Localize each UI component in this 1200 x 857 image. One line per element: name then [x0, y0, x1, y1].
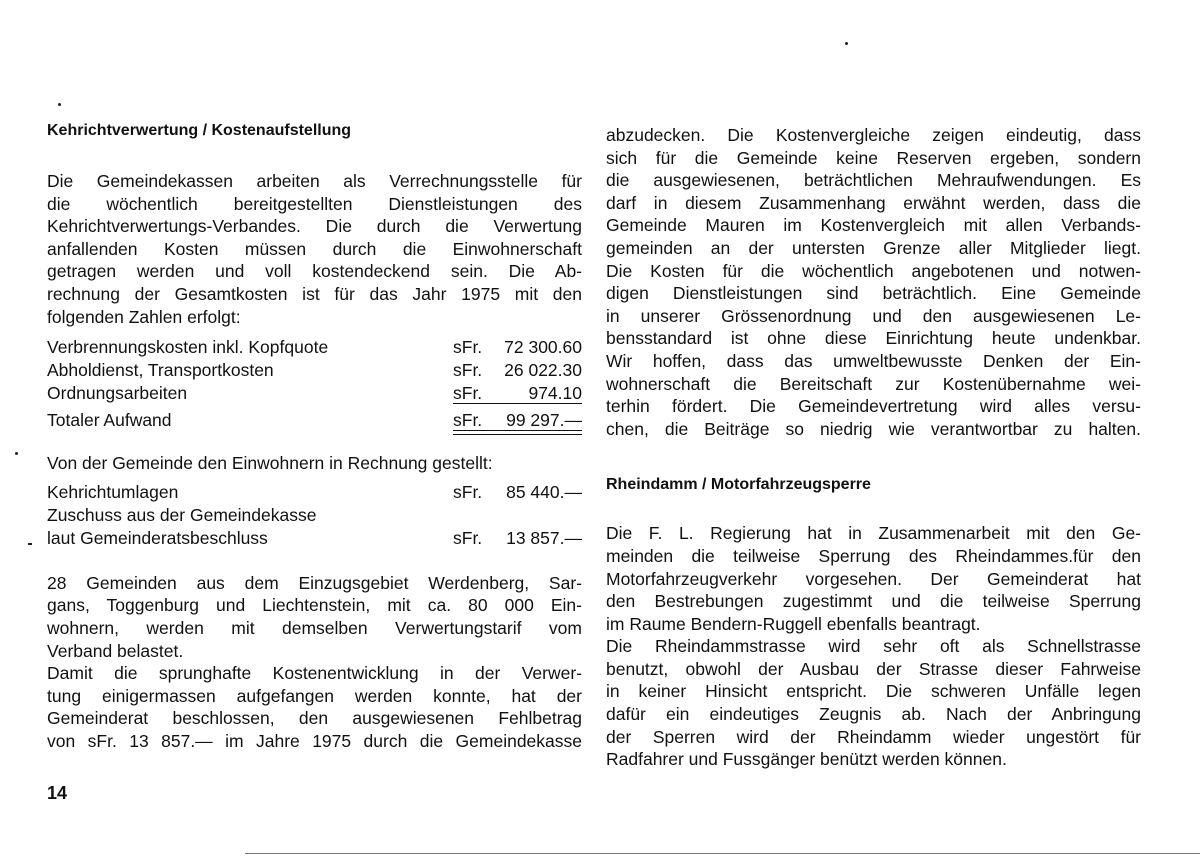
text-line: meinden die teilweise Sperrung des Rheindammes.für den: [606, 545, 1141, 566]
text-line: sich für die Gemeinde keine Reserven ergeben, sondern: [606, 147, 1141, 168]
billed-amount: 85 440.—: [506, 481, 582, 502]
billed-label: Kehrichtumlagen: [47, 481, 179, 502]
total-amount: 99 297.—: [506, 410, 582, 431]
billed-amount: 13 857.—: [506, 527, 582, 548]
bottom-rule: [245, 853, 1200, 854]
intro-paragraph: [47, 170, 582, 328]
table-row: [47, 504, 582, 527]
text-line: rechnung der Gesamtkosten ist für das Jahr 1975 mit den: [47, 283, 582, 304]
cost-label: Ordnungsarbeiten: [47, 383, 188, 404]
text-line: abzudecken. Die Kostenvergleiche zeigen eindeutig, dass: [606, 125, 1141, 145]
text-line: die ausgewiesenen, beträchtlichen Mehraufwendungen. Es: [606, 170, 1141, 191]
text-line: Gemeinde Mauren im Kostenvergleich mit allen Verbands-: [606, 215, 1141, 236]
text-line: wohnern, werden mit demselben Verwertungstarif vom: [47, 617, 582, 638]
text-line: Wir hoffen, dass das umweltbewusste Denken der Ein-: [606, 350, 1141, 371]
text-line: Motorfahrzeugverkehr vorgesehen. Der Gemeinderat hat: [606, 568, 1141, 589]
text-line: in keiner Hinsicht entspricht. Die schweren Unfälle legen: [606, 681, 1141, 702]
cost-label: Abholdienst, Transportkosten: [47, 360, 274, 381]
cost-amount: 72 300.60: [504, 337, 582, 358]
page-number: 14: [47, 783, 68, 803]
text-line: von sFr. 13 857.— im Jahre 1975 durch die Gemeindekasse: [47, 730, 582, 751]
cost-label: Verbrennungskosten inkl. Kopfquote: [47, 337, 329, 358]
billed-table: [47, 481, 582, 550]
text-line: gans, Toggenburg und Liechtenstein, mit ca. 80 000 Ein-: [47, 595, 582, 616]
text-line: die wöchentlich bereitgestellten Dienstleistungen des: [47, 193, 582, 214]
text-line: Verband belastet.: [47, 640, 184, 661]
cost-currency: sFr.: [453, 360, 483, 381]
scan-speck: [15, 452, 18, 455]
scan-speck: [28, 543, 32, 545]
text-line: Damit die sprunghafte Kostenentwicklung in der Verwer-: [47, 663, 582, 684]
text-line: benutzt, obwohl der Ausbau der Strasse dieser Fahrweise: [606, 658, 1141, 679]
text-line: digen Dienstleistungen sind beträchtlich. Eine Gemeinde: [606, 283, 1141, 304]
table-row: [47, 481, 582, 504]
cost-currency: sFr.: [453, 383, 483, 404]
text-line: dafür ein eindeutiges Zeugnis ab. Nach der Anbringung: [606, 704, 1141, 725]
billed-label: laut Gemeinderatsbeschluss: [47, 527, 268, 548]
billed-label: Zuschuss aus der Gemeindekasse: [47, 504, 317, 525]
text-line: Gemeinderat beschlossen, den ausgewiesenen Fehlbetrag: [47, 708, 582, 729]
table-row: [47, 382, 582, 405]
table-row: [47, 336, 582, 359]
cost-amount: 974.10: [528, 383, 582, 404]
text-line: Radfahrer und Fussgänger benützt werden können.: [606, 749, 1007, 770]
cost-amount: 26 022.30: [504, 360, 582, 381]
text-line: wohnerschaft die Bereitschaft zur Kostenübernahme wei-: [606, 373, 1141, 394]
text-line: Kehrichtverwertungs-Verbandes. Die durch die Verwertung: [47, 216, 582, 237]
section-heading-rheindamm: Rheindamm / Motorfahrzeugsperre: [606, 476, 871, 494]
scan-speck: [58, 103, 61, 106]
paragraph-rheindammstrasse: [606, 635, 1141, 771]
left-column: [47, 120, 582, 753]
paragraph-municipalities: [47, 572, 582, 662]
text-line: chen, die Beiträge so niedrig wie verantwortbar zu halten.: [606, 418, 1141, 439]
text-line: bensstandard ist ohne diese Einrichtung heute undenkbar.: [606, 328, 1141, 349]
table-row: [47, 359, 582, 382]
text-line: im Raume Bendern-Ruggell ebenfalls beantragt.: [606, 613, 981, 634]
text-line: den Bestrebungen zugestimmt und die teilweise Sperrung: [606, 591, 1141, 612]
table-row: [47, 527, 582, 550]
paragraph-cost-development: [47, 662, 582, 752]
text-line: terhin fördert. Die Gemeindevertretung wird alles versu-: [606, 396, 1141, 417]
billed-heading: Von der Gemeinde den Einwohnern in Rechnung gestellt:: [47, 453, 493, 474]
scan-speck: [845, 42, 848, 45]
text-line: in unserer Grössenordnung und den ausgewiesenen Le-: [606, 305, 1141, 326]
cost-table: [47, 336, 582, 432]
cost-currency: sFr.: [453, 337, 483, 358]
paragraph-continuation: [606, 124, 1141, 440]
subtotal-rule: [453, 403, 582, 404]
total-row: [47, 409, 582, 432]
text-line: tung einigermassen aufgefangen werden konnte, hat der: [47, 685, 582, 706]
text-line: folgenden Zahlen erfolgt:: [47, 306, 241, 327]
total-currency: sFr.: [453, 410, 483, 431]
total-label: Totaler Aufwand: [47, 410, 172, 431]
text-line: darf in diesem Zusammenhang erwähnt werden, dass die: [606, 192, 1141, 213]
section-heading-kehricht: Kehrichtverwertung / Kostenaufstellung: [47, 122, 352, 139]
text-line: anfallenden Kosten müssen durch die Einwohnerschaft: [47, 238, 582, 259]
text-line: Die Rheindammstrasse wird sehr oft als Schnellstrasse: [606, 636, 1141, 657]
billed-currency: sFr.: [453, 527, 483, 548]
text-line: der Sperren wird der Rheindamm wieder ungestört für: [606, 726, 1141, 747]
text-line: 28 Gemeinden aus dem Einzugsgebiet Werdenberg, Sar-: [47, 572, 582, 593]
billed-currency: sFr.: [453, 481, 483, 502]
right-column: [606, 124, 1141, 771]
paragraph-government: [606, 522, 1141, 635]
text-line: Die F. L. Regierung hat in Zusammenarbeit mit den Ge-: [606, 523, 1141, 544]
total-double-rule: [453, 430, 582, 435]
text-line: Die Kosten für die wöchentlich angebotenen und notwen-: [606, 260, 1141, 281]
text-line: Die Gemeindekassen arbeiten als Verrechnungsstelle für: [47, 171, 582, 191]
text-line: gemeinden an der untersten Grenze aller Mitglieder liegt.: [606, 237, 1141, 258]
text-line: getragen werden und voll kostendeckend sein. Die Ab-: [47, 261, 582, 282]
